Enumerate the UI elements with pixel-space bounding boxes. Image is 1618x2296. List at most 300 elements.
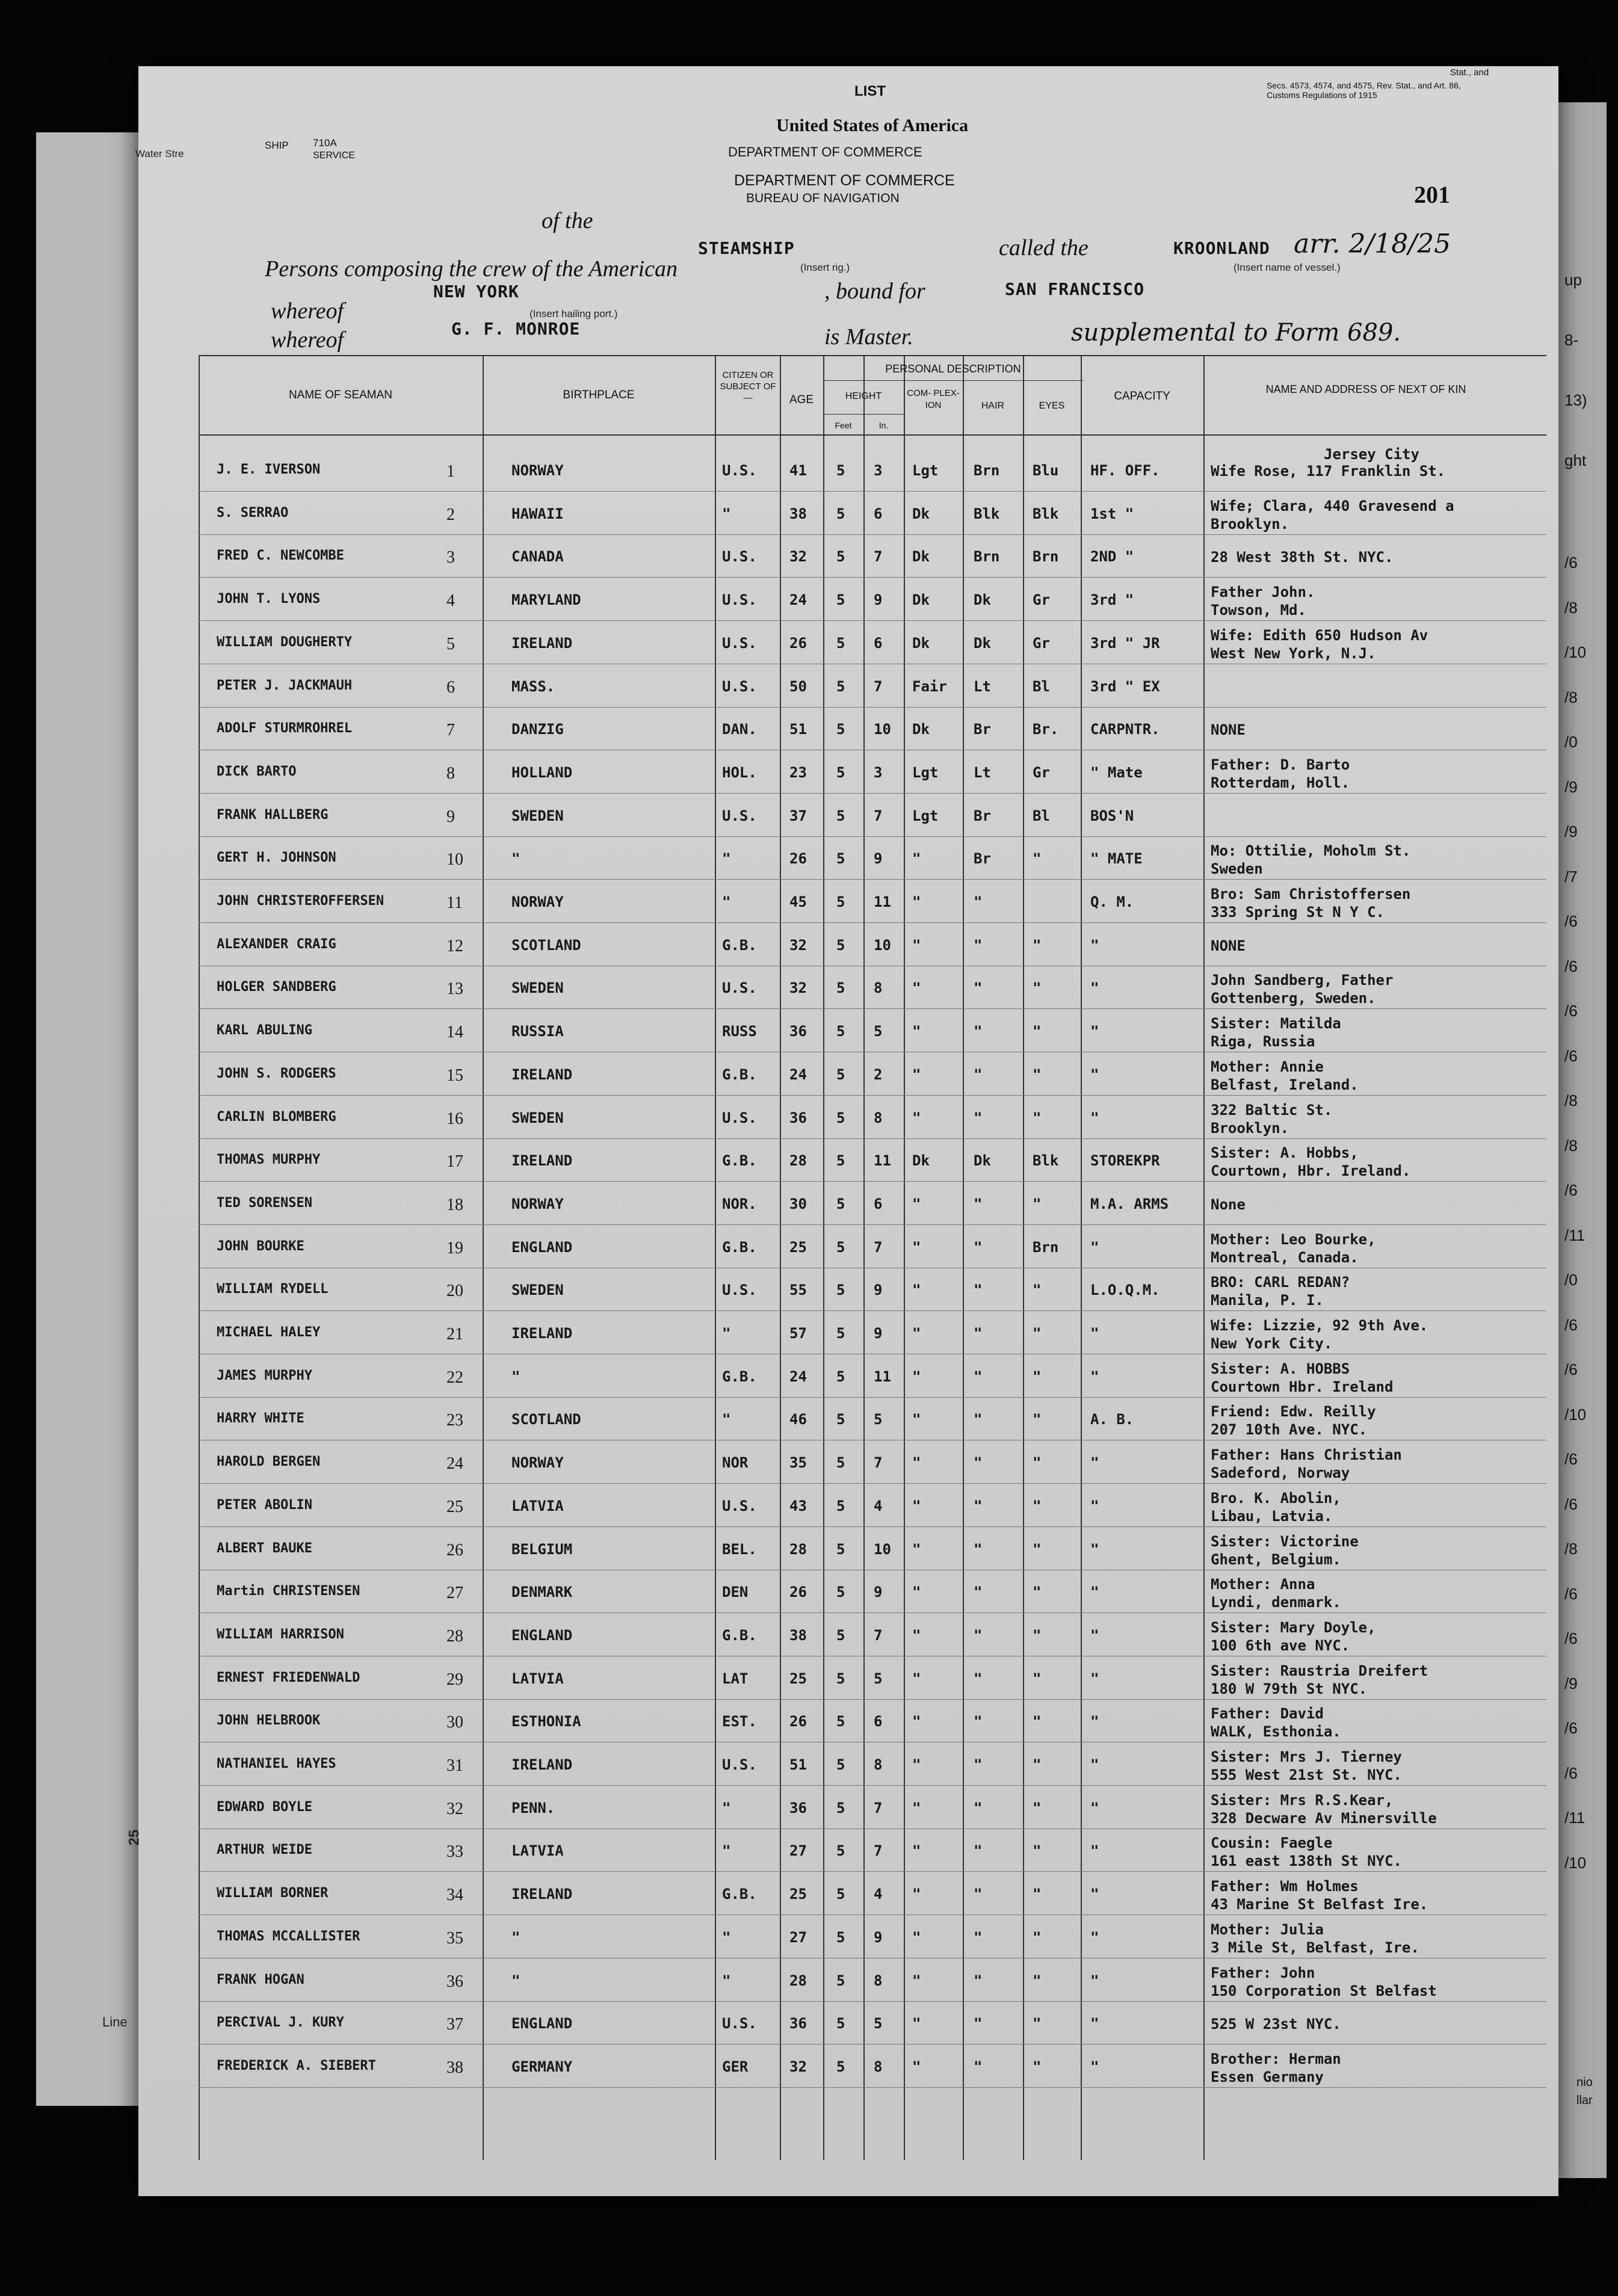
seaman-name: Martin CHRISTENSEN bbox=[217, 1584, 360, 1599]
kin-line-2: 180 W 79th St NYC. bbox=[1211, 1680, 1368, 1697]
row-number: 26 bbox=[446, 1540, 463, 1560]
height-feet: 5 bbox=[836, 1023, 845, 1040]
col-header-personal: PERSONAL DESCRIPTION bbox=[885, 363, 1021, 375]
citizenship: U.S. bbox=[722, 807, 757, 824]
margin-left-label: Water Stre bbox=[135, 148, 184, 159]
kin-line-1: Sister: Matilda bbox=[1211, 1015, 1341, 1032]
hair: " bbox=[974, 1109, 983, 1126]
capacity: " bbox=[1090, 1886, 1099, 1903]
row-number: 23 bbox=[446, 1411, 463, 1430]
margin-left-number: 25 bbox=[126, 1829, 143, 1846]
eyes: " bbox=[1033, 1584, 1042, 1601]
kin-line-1: NONE bbox=[1211, 937, 1246, 954]
kin-line-1: 322 Baltic St. bbox=[1211, 1101, 1333, 1119]
complexion: Lgt bbox=[912, 807, 939, 824]
citizenship: U.S. bbox=[722, 634, 757, 652]
hair: " bbox=[974, 980, 983, 997]
kin-line-1: Mo: Ottilie, Moholm St. bbox=[1211, 842, 1411, 860]
seaman-name: JOHN BOURKE bbox=[217, 1238, 304, 1254]
height-feet: 5 bbox=[836, 1799, 845, 1816]
height-inches: 11 bbox=[874, 1368, 891, 1385]
age: 25 bbox=[789, 1670, 807, 1687]
row-number: 7 bbox=[446, 721, 455, 740]
capacity: " bbox=[1090, 2058, 1099, 2075]
birthplace: PENN. bbox=[511, 1799, 555, 1816]
complexion: " bbox=[912, 1886, 921, 1903]
citizenship: HOL. bbox=[722, 764, 757, 781]
birthplace: " bbox=[511, 1368, 520, 1385]
hair: Lt bbox=[974, 764, 991, 781]
height-feet: 5 bbox=[836, 1713, 845, 1730]
right-margin-note: /8 bbox=[1564, 598, 1578, 617]
citizenship: EST. bbox=[722, 1713, 757, 1730]
row-number: 24 bbox=[446, 1454, 463, 1474]
hair: " bbox=[974, 1713, 983, 1730]
seaman-name: CARLIN BLOMBERG bbox=[217, 1109, 336, 1125]
hair: " bbox=[974, 2015, 983, 2032]
right-margin-note: /8 bbox=[1564, 688, 1578, 706]
height-feet: 5 bbox=[836, 850, 845, 868]
hair: Br bbox=[974, 721, 991, 738]
age: 38 bbox=[789, 505, 807, 522]
citizenship: " bbox=[722, 1842, 731, 1860]
birthplace: MARYLAND bbox=[511, 591, 581, 609]
height-inches: 7 bbox=[874, 1238, 883, 1256]
row-divider bbox=[199, 491, 1546, 492]
height-inches: 3 bbox=[874, 462, 883, 479]
seaman-name: ALEXANDER CRAIG bbox=[217, 936, 336, 952]
row-divider bbox=[199, 1699, 1546, 1700]
height-inches: 6 bbox=[874, 1195, 883, 1212]
hair: " bbox=[974, 1325, 983, 1342]
capacity: " bbox=[1090, 1713, 1099, 1730]
kin-line-2: Manila, P. I. bbox=[1211, 1292, 1324, 1309]
kin-line-1: Sister: Mrs R.S.Kear, bbox=[1211, 1791, 1394, 1809]
kin-line-2: Gottenberg, Sweden. bbox=[1211, 990, 1376, 1007]
kin-line-1: Father: David bbox=[1211, 1705, 1324, 1723]
height-inches: 11 bbox=[874, 1152, 891, 1170]
eyes: " bbox=[1033, 1195, 1042, 1212]
seaman-name: FRED C. NEWCOMBE bbox=[217, 548, 344, 564]
seaman-name: EDWARD BOYLE bbox=[217, 1799, 312, 1815]
seaman-name: HOLGER SANDBERG bbox=[217, 980, 336, 995]
age: 32 bbox=[789, 936, 807, 954]
capacity: " bbox=[1090, 2015, 1099, 2032]
law-reference: Secs. 4573, 4574, and 4575, Rev. Stat., and Art. 86, Customs Regulations of 1915 bbox=[1267, 81, 1461, 100]
right-margin-note: /0 bbox=[1564, 1271, 1578, 1289]
row-number: 38 bbox=[446, 2058, 463, 2077]
row-number: 21 bbox=[446, 1325, 463, 1344]
seaman-name: TED SORENSEN bbox=[217, 1195, 312, 1211]
row-number: 30 bbox=[446, 1713, 463, 1732]
capacity: " bbox=[1090, 1799, 1099, 1816]
row-divider bbox=[199, 1612, 1546, 1613]
citizenship: U.S. bbox=[722, 1497, 757, 1514]
kin-line-2: 207 10th Ave. NYC. bbox=[1211, 1421, 1368, 1439]
kin-line-2: Belfast, Ireland. bbox=[1211, 1076, 1359, 1093]
list-label: LIST bbox=[854, 83, 886, 99]
col-header-eyes: EYES bbox=[1039, 401, 1065, 411]
row-number: 2 bbox=[446, 505, 455, 524]
service-label: SERVICE bbox=[313, 150, 355, 161]
age: 28 bbox=[789, 1972, 807, 1989]
birthplace: NORWAY bbox=[511, 462, 564, 479]
citizenship: " bbox=[722, 1325, 731, 1342]
height-inches: 9 bbox=[874, 1325, 883, 1342]
col-header-age: AGE bbox=[789, 393, 814, 406]
right-margin-note: /8 bbox=[1564, 1540, 1578, 1558]
height-inches: 8 bbox=[874, 1756, 883, 1773]
citizenship: G.B. bbox=[722, 1152, 757, 1170]
seaman-name: ADOLF STURMROHREL bbox=[217, 721, 353, 736]
height-inches: 4 bbox=[874, 1497, 883, 1514]
right-margin-note: /11 bbox=[1564, 1809, 1586, 1827]
age: 51 bbox=[789, 721, 807, 738]
seaman-name: WILLIAM BORNER bbox=[217, 1886, 329, 1901]
row-divider bbox=[199, 922, 1546, 923]
age: 57 bbox=[789, 1325, 807, 1342]
citizenship: G.B. bbox=[722, 1066, 757, 1083]
age: 36 bbox=[789, 1799, 807, 1816]
complexion: " bbox=[912, 1195, 921, 1212]
birthplace: ENGLAND bbox=[511, 1238, 573, 1256]
capacity: " bbox=[1090, 1325, 1099, 1342]
capacity: CARPNTR. bbox=[1090, 721, 1160, 738]
complexion: " bbox=[912, 1066, 921, 1083]
height-inches: 11 bbox=[874, 893, 891, 910]
eyes: " bbox=[1033, 1928, 1042, 1946]
kin-line-1: Bro. K. Abolin, bbox=[1211, 1489, 1341, 1507]
complexion: " bbox=[912, 1842, 921, 1860]
birthplace: SWEDEN bbox=[511, 980, 564, 997]
capacity: " bbox=[1090, 1972, 1099, 1989]
right-margin-note: /7 bbox=[1564, 867, 1578, 886]
row-number: 34 bbox=[446, 1886, 463, 1905]
bureau-label: BUREAU OF NAVIGATION bbox=[746, 191, 900, 205]
hair: " bbox=[974, 1540, 983, 1558]
row-number: 9 bbox=[446, 807, 455, 826]
col-header-inches: In. bbox=[878, 421, 889, 430]
seaman-name: HARRY WHITE bbox=[217, 1411, 304, 1427]
citizenship: G.B. bbox=[722, 1626, 757, 1644]
right-margin-note: /6 bbox=[1564, 1181, 1578, 1199]
capacity: 3rd " EX bbox=[1090, 677, 1160, 695]
height-inches: 2 bbox=[874, 1066, 883, 1083]
complexion: " bbox=[912, 1109, 921, 1126]
seaman-name: ARTHUR WEIDE bbox=[217, 1842, 312, 1858]
eyes: " bbox=[1033, 2058, 1042, 2075]
hair: " bbox=[974, 1842, 983, 1860]
height-inches: 5 bbox=[874, 1670, 883, 1687]
capacity: 3rd " JR bbox=[1090, 634, 1160, 652]
height-inches: 9 bbox=[874, 1928, 883, 1946]
seaman-name: KARL ABULING bbox=[217, 1023, 312, 1038]
height-feet: 5 bbox=[836, 1325, 845, 1342]
capacity: " MATE bbox=[1090, 850, 1143, 868]
col-header-complexion: COM- PLEX- ION bbox=[907, 388, 960, 410]
eyes: Gr bbox=[1033, 591, 1050, 609]
kin-line-2: Courtown Hbr. Ireland bbox=[1211, 1378, 1394, 1395]
row-number: 37 bbox=[446, 2015, 463, 2034]
page-edge-left bbox=[36, 132, 140, 2106]
row-divider bbox=[199, 1526, 1546, 1527]
right-margin-note: /6 bbox=[1564, 1450, 1578, 1468]
age: 37 bbox=[789, 807, 807, 824]
kin-line-2: Ghent, Belgium. bbox=[1211, 1551, 1341, 1568]
hair: Blk bbox=[974, 505, 1000, 522]
age: 36 bbox=[789, 1023, 807, 1040]
height-inches: 8 bbox=[874, 1972, 883, 1989]
kin-line-1: Mother: Anna bbox=[1211, 1576, 1315, 1593]
kin-line-2: 100 6th ave NYC. bbox=[1211, 1637, 1350, 1654]
kin-line-1: Sister: Victorine bbox=[1211, 1532, 1359, 1550]
age: 36 bbox=[789, 2015, 807, 2032]
kin-line-1: Wife: Lizzie, 92 9th Ave. bbox=[1211, 1317, 1428, 1334]
seaman-name: DICK BARTO bbox=[217, 764, 297, 779]
seaman-name: WILLIAM RYDELL bbox=[217, 1282, 329, 1297]
row-number: 19 bbox=[446, 1238, 463, 1258]
birthplace: CANADA bbox=[511, 548, 564, 566]
capacity: 3rd " bbox=[1090, 591, 1134, 609]
hair: " bbox=[974, 1411, 983, 1428]
whereof-label: whereof bbox=[271, 298, 344, 324]
age: 26 bbox=[789, 1584, 807, 1601]
complexion: Dk bbox=[912, 548, 930, 566]
kin-line-1: Sister: A. Hobbs, bbox=[1211, 1144, 1359, 1162]
eyes: " bbox=[1033, 1109, 1042, 1126]
vessel-name: KROONLAND bbox=[1173, 238, 1270, 258]
citizenship: U.S. bbox=[722, 1282, 757, 1299]
height-feet: 5 bbox=[836, 462, 845, 479]
kin-line-2: Brooklyn. bbox=[1211, 1119, 1289, 1137]
hair: " bbox=[974, 936, 983, 954]
citizenship: DAN. bbox=[722, 721, 757, 738]
department-label: DEPARTMENT OF COMMERCE bbox=[734, 172, 955, 189]
seaman-name: THOMAS MCCALLISTER bbox=[217, 1928, 360, 1944]
height-feet: 5 bbox=[836, 1497, 845, 1514]
birthplace: NORWAY bbox=[511, 1454, 564, 1472]
height-feet: 5 bbox=[836, 1152, 845, 1170]
kin-line-2: 3 Mile St, Belfast, Ire. bbox=[1211, 1939, 1419, 1956]
height-inches: 4 bbox=[874, 1886, 883, 1903]
row-divider bbox=[199, 1310, 1546, 1311]
capacity: " bbox=[1090, 1626, 1099, 1644]
hair: Dk bbox=[974, 1152, 991, 1170]
seaman-name: FREDERICK A. SIEBERT bbox=[217, 2058, 376, 2073]
hair: Br bbox=[974, 807, 991, 824]
eyes: " bbox=[1033, 1540, 1042, 1558]
birthplace: " bbox=[511, 1928, 520, 1946]
birthplace: GERMANY bbox=[511, 2058, 573, 2075]
row-divider bbox=[199, 707, 1546, 708]
hair: " bbox=[974, 1023, 983, 1040]
hair: " bbox=[974, 1066, 983, 1083]
citizenship: " bbox=[722, 505, 731, 522]
age: 24 bbox=[789, 1368, 807, 1385]
eyes: Blu bbox=[1033, 462, 1059, 479]
seaman-name: NATHANIEL HAYES bbox=[217, 1756, 336, 1771]
row-number: 10 bbox=[446, 850, 463, 869]
master-name: G. F. MONROE bbox=[451, 319, 581, 339]
col-header-name: NAME OF SEAMAN bbox=[288, 389, 393, 401]
row-divider bbox=[199, 1785, 1546, 1786]
age: 32 bbox=[789, 2058, 807, 2075]
row-number: 32 bbox=[446, 1799, 463, 1818]
age: 25 bbox=[789, 1886, 807, 1903]
eyes: " bbox=[1033, 1497, 1042, 1514]
eyes: " bbox=[1033, 980, 1042, 997]
citizenship: U.S. bbox=[722, 2015, 757, 2032]
height-inches: 7 bbox=[874, 1842, 883, 1860]
eyes: " bbox=[1033, 1756, 1042, 1773]
row-divider bbox=[199, 1224, 1546, 1225]
row-divider bbox=[199, 620, 1546, 621]
kin-line-1: Mother: Annie bbox=[1211, 1058, 1324, 1075]
kin-line-2: Libau, Latvia. bbox=[1211, 1507, 1333, 1525]
margin-left-line-label: Line bbox=[102, 2014, 128, 2029]
row-number: 17 bbox=[446, 1152, 463, 1171]
seaman-name: JOHN T. LYONS bbox=[217, 591, 321, 607]
height-inches: 7 bbox=[874, 677, 883, 695]
birthplace: IRELAND bbox=[511, 1886, 573, 1903]
age: 26 bbox=[789, 634, 807, 652]
height-feet: 5 bbox=[836, 1928, 845, 1946]
row-number: 31 bbox=[446, 1756, 463, 1775]
row-number: 18 bbox=[446, 1195, 463, 1214]
birthplace: NORWAY bbox=[511, 1195, 564, 1212]
row-divider bbox=[199, 793, 1546, 794]
age: 55 bbox=[789, 1282, 807, 1299]
complexion: " bbox=[912, 1713, 921, 1730]
age: 46 bbox=[789, 1411, 807, 1428]
citizenship: BEL. bbox=[722, 1540, 757, 1558]
complexion: " bbox=[912, 1972, 921, 1989]
complexion: " bbox=[912, 1454, 921, 1472]
eyes: " bbox=[1033, 1842, 1042, 1860]
row-number: 25 bbox=[446, 1497, 463, 1516]
row-number: 15 bbox=[446, 1066, 463, 1085]
kin-line-1: Father: Hans Christian bbox=[1211, 1446, 1402, 1464]
height-feet: 5 bbox=[836, 505, 845, 522]
birthplace: IRELAND bbox=[511, 1152, 573, 1170]
citizenship: U.S. bbox=[722, 677, 757, 695]
capacity: " bbox=[1090, 1670, 1099, 1687]
height-inches: 9 bbox=[874, 850, 883, 868]
complexion: Dk bbox=[912, 1152, 930, 1170]
capacity: 2ND " bbox=[1090, 548, 1134, 566]
birthplace: SWEDEN bbox=[511, 1109, 564, 1126]
kin-line-2: Brooklyn. bbox=[1211, 515, 1289, 532]
birthplace: HAWAII bbox=[511, 505, 564, 522]
capacity: Q. M. bbox=[1090, 893, 1134, 910]
row-divider bbox=[199, 1871, 1546, 1872]
height-feet: 5 bbox=[836, 807, 845, 824]
complexion: Lgt bbox=[912, 462, 939, 479]
kin-line-1: Mother: Julia bbox=[1211, 1921, 1324, 1938]
complexion: " bbox=[912, 980, 921, 997]
hair: " bbox=[974, 1195, 983, 1212]
height-feet: 5 bbox=[836, 1756, 845, 1773]
hair: " bbox=[974, 1886, 983, 1903]
capacity: " bbox=[1090, 1756, 1099, 1773]
ship-label: SHIP bbox=[265, 140, 289, 151]
eyes: Bl bbox=[1033, 677, 1050, 695]
capacity: BOS'N bbox=[1090, 807, 1134, 824]
seaman-name: JAMES MURPHY bbox=[217, 1368, 312, 1383]
age: 30 bbox=[789, 1195, 807, 1212]
height-inches: 9 bbox=[874, 591, 883, 609]
kin-line-2: 555 West 21st St. NYC. bbox=[1211, 1767, 1402, 1783]
height-feet: 5 bbox=[836, 1066, 845, 1083]
height-feet: 5 bbox=[836, 936, 845, 954]
kin-line-1: NONE bbox=[1211, 721, 1246, 739]
height-feet: 5 bbox=[836, 591, 845, 609]
age: 36 bbox=[789, 1109, 807, 1126]
right-margin-note: ght bbox=[1564, 451, 1587, 469]
eyes: " bbox=[1033, 1411, 1042, 1428]
hair: " bbox=[974, 1238, 983, 1256]
eyes: " bbox=[1033, 1023, 1042, 1040]
citizenship: " bbox=[722, 1972, 731, 1989]
capacity: STOREKPR bbox=[1090, 1152, 1160, 1170]
citizenship: RUSS bbox=[722, 1023, 757, 1040]
row-number: 14 bbox=[446, 1023, 463, 1042]
age: 28 bbox=[789, 1152, 807, 1170]
right-margin-note: /11 bbox=[1564, 1226, 1586, 1244]
capacity: " bbox=[1090, 1584, 1099, 1601]
capacity: " bbox=[1090, 1109, 1099, 1126]
seaman-name: ALBERT BAUKE bbox=[217, 1540, 312, 1556]
kin-line-2: Towson, Md. bbox=[1211, 602, 1306, 619]
row-divider bbox=[199, 1828, 1546, 1829]
complexion: " bbox=[912, 1756, 921, 1773]
height-inches: 8 bbox=[874, 2058, 883, 2075]
row-divider bbox=[199, 1095, 1546, 1096]
eyes: " bbox=[1033, 2015, 1042, 2032]
col-header-height: HEIGHT bbox=[845, 391, 882, 401]
birthplace: BELGIUM bbox=[511, 1540, 573, 1558]
dept-top: DEPARTMENT OF COMMERCE bbox=[728, 144, 922, 159]
seaman-name: ERNEST FRIEDENWALD bbox=[217, 1670, 360, 1685]
hair: " bbox=[974, 1756, 983, 1773]
kin-line-2: Sweden bbox=[1211, 860, 1263, 878]
age: 24 bbox=[789, 1066, 807, 1083]
row-number: 35 bbox=[446, 1928, 463, 1948]
kin-line-1: Sister: Mary Doyle, bbox=[1211, 1619, 1376, 1636]
complexion: " bbox=[912, 1670, 921, 1687]
hair: " bbox=[974, 1670, 983, 1687]
col-header-next-of-kin: NAME AND ADDRESS OF NEXT OF KIN bbox=[1265, 383, 1466, 395]
eyes: " bbox=[1033, 1325, 1042, 1342]
kin-line-1: Cousin: Faegle bbox=[1211, 1835, 1333, 1852]
col-header-feet: Feet bbox=[835, 421, 852, 430]
kin-line-1: Father: Wm Holmes bbox=[1211, 1878, 1359, 1895]
hair: " bbox=[974, 1928, 983, 1946]
kin-line-2: 161 east 138th St NYC. bbox=[1211, 1853, 1402, 1870]
complexion: " bbox=[912, 1368, 921, 1385]
kin-line-1: Sister: A. HOBBS bbox=[1211, 1360, 1350, 1377]
capacity: " bbox=[1090, 1066, 1099, 1083]
seaman-name: JOHN CHRISTEROFFERSEN bbox=[217, 893, 384, 909]
right-margin-note: /6 bbox=[1564, 912, 1578, 930]
birthplace: DANZIG bbox=[511, 721, 564, 738]
height-feet: 5 bbox=[836, 1411, 845, 1428]
right-margin-note: 13) bbox=[1564, 391, 1587, 409]
kin-line-2: Lyndi, denmark. bbox=[1211, 1594, 1341, 1611]
hair: " bbox=[974, 1282, 983, 1299]
citizenship: NOR bbox=[722, 1454, 749, 1472]
right-margin-note: /8 bbox=[1564, 1136, 1578, 1155]
